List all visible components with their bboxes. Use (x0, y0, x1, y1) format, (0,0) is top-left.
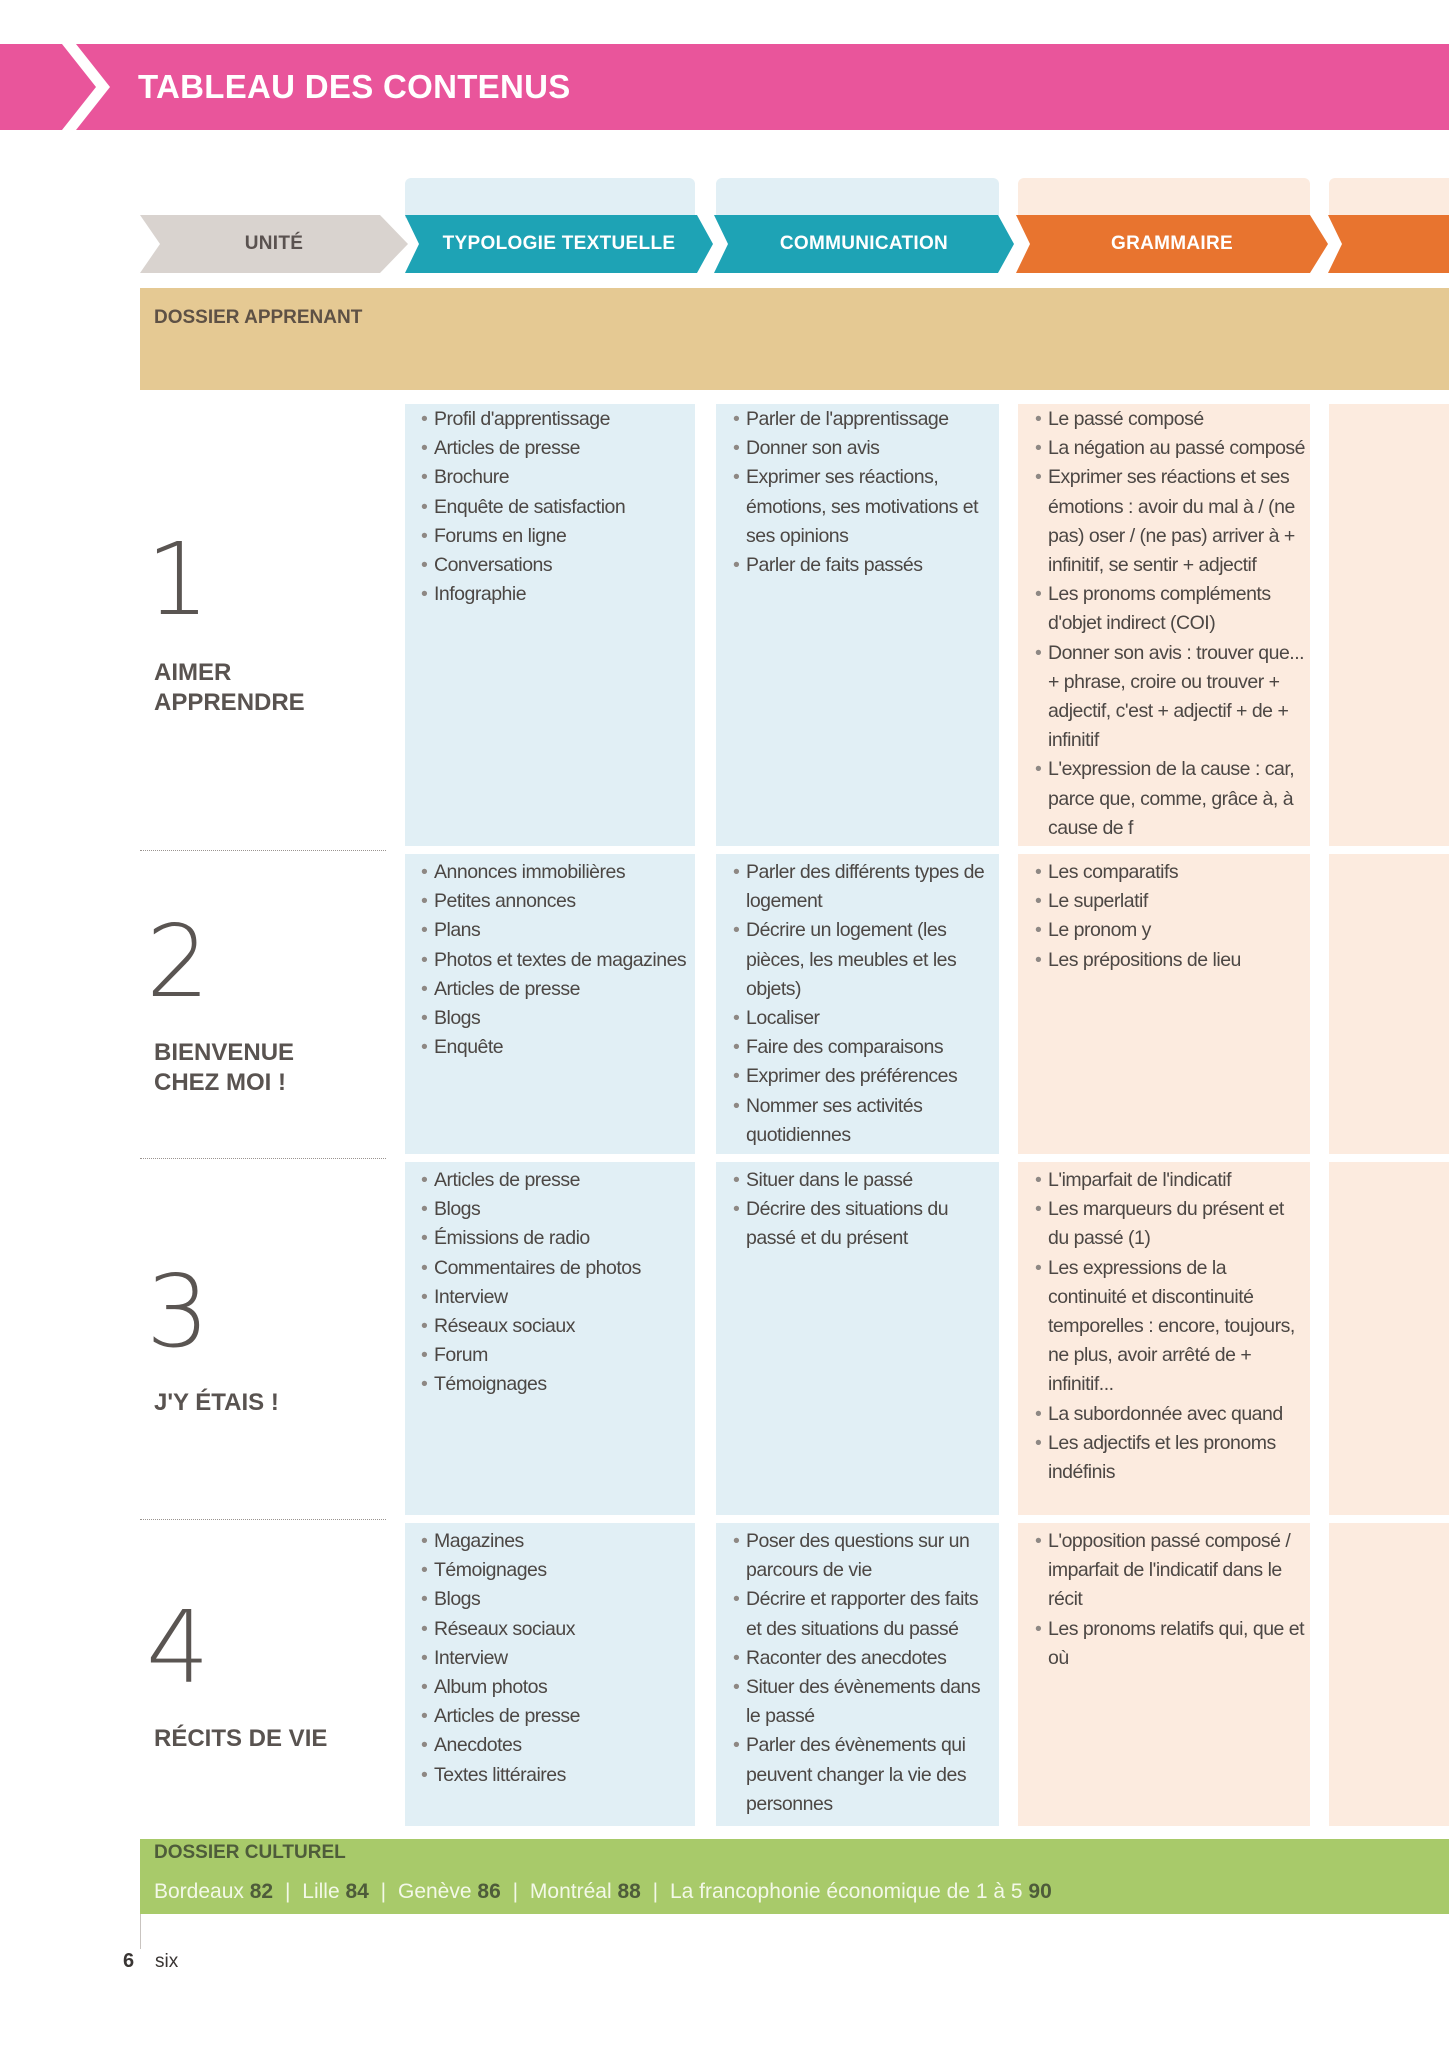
list-item: • Articles de presse (421, 434, 693, 463)
list-item: • Les adjectifs et les pronoms indéfinis (1035, 1429, 1307, 1487)
list-item: • Photos et textes de magazines (421, 946, 693, 975)
unit-4-number: 4 (146, 1589, 210, 1706)
list-item: • Exprimer des préférences (733, 1062, 995, 1091)
unit-4-grammaire (1035, 1527, 1307, 1673)
header-next-column (1328, 215, 1449, 273)
dossier-apprenant-label: DOSSIER APPRENANT (154, 307, 363, 328)
page-title: TABLEAU DES CONTENUS (138, 68, 571, 105)
list-item: • Conversations (421, 551, 693, 580)
header-typologie-label: TYPOLOGIE TEXTUELLE (442, 233, 676, 254)
list-item: • Nommer ses activités quotidiennes (733, 1092, 995, 1150)
list-item: • Situer dans le passé (733, 1166, 995, 1195)
list-item: • Le passé composé (1035, 405, 1307, 434)
unit-2-grammaire (1035, 858, 1307, 975)
unit-2-communication (733, 858, 995, 1150)
list-item: • Émissions de radio (421, 1224, 693, 1253)
culturel-separator: | (652, 1880, 659, 1903)
dossier-culturel-list (154, 1880, 1052, 1904)
list-item: • L'imparfait de l'indicatif (1035, 1166, 1307, 1195)
list-item: • Petites annonces (421, 887, 693, 916)
unit-3-number: 3 (146, 1253, 210, 1370)
list-item: • Les pronoms compléments d'objet indirect (COI) (1035, 580, 1307, 638)
culturel-item-name: Montréal (529, 1880, 612, 1903)
list-item: • Situer des évènements dans le passé (733, 1673, 995, 1731)
header-typologie (405, 215, 713, 273)
list-item: • Décrire des situations du passé et du présent (733, 1195, 995, 1253)
header-grammaire (1016, 215, 1328, 273)
grammaire-column-top (1018, 178, 1310, 218)
unit-2-number: 2 (146, 903, 210, 1020)
list-item: • Poser des questions sur un parcours de vie (733, 1527, 995, 1585)
dossier-apprenant-band (140, 288, 1449, 390)
culturel-item-name: Lille (302, 1880, 340, 1903)
list-item: • Brochure (421, 463, 693, 492)
unit-separator (140, 1519, 386, 1520)
list-item: • L'opposition passé composé / imparfait de l'indicatif dans le récit (1035, 1527, 1307, 1615)
list-item: • Parler des évènements qui peuvent changer la vie des personnes (733, 1731, 995, 1819)
list-item: • Blogs (421, 1585, 693, 1614)
unit-2-title-line1: BIENVENUE (154, 1039, 295, 1066)
list-item: • Parler de faits passés (733, 551, 995, 580)
list-item: • Interview (421, 1644, 693, 1673)
culturel-item-page: 84 (345, 1880, 369, 1903)
next-column-top (1329, 178, 1449, 218)
unit-4-communication (733, 1527, 995, 1819)
unit-4-title (154, 1724, 327, 1754)
next-column (1329, 404, 1449, 1826)
list-item: • Textes littéraires (421, 1761, 693, 1790)
list-item: • Articles de presse (421, 975, 693, 1004)
list-item: • Articles de presse (421, 1702, 693, 1731)
culturel-item-name: Bordeaux (154, 1880, 244, 1903)
row-gap-1 (395, 846, 1449, 854)
list-item: • Décrire un logement (les pièces, les meubles et les objets) (733, 916, 995, 1004)
header-communication (714, 215, 1014, 273)
list-item: • Profil d'apprentissage (421, 405, 693, 434)
unit-2-typologie (421, 858, 693, 1062)
list-item: • Articles de presse (421, 1166, 693, 1195)
unit-2-title (154, 1038, 294, 1098)
list-item: • Forum (421, 1341, 693, 1370)
unit-1-grammaire (1035, 405, 1307, 843)
list-item: • Enquête de satisfaction (421, 493, 693, 522)
unit-3-communication (733, 1166, 995, 1254)
list-item: • Enquête (421, 1033, 693, 1062)
culturel-item-page: 90 (1028, 1880, 1052, 1903)
culturel-item-page: 82 (249, 1880, 274, 1903)
culturel-separator: | (512, 1880, 519, 1903)
culturel-item-name: La francophonie économique de 1 à 5 (669, 1880, 1023, 1903)
unit-3-typologie (421, 1166, 693, 1400)
list-item: • Réseaux sociaux (421, 1312, 693, 1341)
list-item: • Annonces immobilières (421, 858, 693, 887)
list-item: • Témoignages (421, 1370, 693, 1399)
list-item: • Commentaires de photos (421, 1254, 693, 1283)
margin-rule (140, 1914, 141, 1949)
list-item: • Réseaux sociaux (421, 1615, 693, 1644)
unit-1-typologie (421, 405, 693, 609)
row-gap-3 (395, 1515, 1449, 1523)
list-item: • La subordonnée avec quand (1035, 1400, 1307, 1429)
header-unite (140, 215, 408, 273)
dossier-culturel-label: DOSSIER CULTUREL (154, 1842, 346, 1863)
unit-2-title-line2: CHEZ MOI ! (154, 1069, 286, 1096)
list-item: • Le pronom y (1035, 916, 1307, 945)
list-item: • Interview (421, 1283, 693, 1312)
header-unite-label: UNITÉ (244, 233, 304, 254)
list-item: • Le superlatif (1035, 887, 1307, 916)
unit-1-title-line1: AIMER (154, 659, 232, 686)
unit-1-title-line2: APPRENDRE (154, 689, 305, 716)
banner-chevron (0, 44, 160, 130)
unit-1-title (154, 658, 305, 718)
list-item: • La négation au passé composé (1035, 434, 1307, 463)
unit-3-title-line1: J'Y ÉTAIS ! (154, 1389, 279, 1416)
list-item: • Plans (421, 916, 693, 945)
list-item: • Infographie (421, 580, 693, 609)
list-item: • Les pronoms relatifs qui, que et où (1035, 1615, 1307, 1673)
list-item: • Donner son avis (733, 434, 995, 463)
communication-column-top (716, 178, 999, 218)
unit-separator (140, 1158, 386, 1159)
typologie-column-top (405, 178, 695, 218)
list-item: • Les prépositions de lieu (1035, 946, 1307, 975)
list-item: • Exprimer ses réactions, émotions, ses motivations et ses opinions (733, 463, 995, 551)
unit-4-typologie (421, 1527, 693, 1790)
list-item: • Décrire et rapporter des faits et des situations du passé (733, 1585, 995, 1643)
list-item: • Faire des comparaisons (733, 1033, 995, 1062)
culturel-item-page: 88 (617, 1880, 641, 1903)
unit-4-title-line1: RÉCITS DE VIE (154, 1725, 328, 1752)
header-next-arrow (1328, 215, 1449, 273)
list-item: • Magazines (421, 1527, 693, 1556)
unit-3-grammaire (1035, 1166, 1307, 1487)
page-number-word: six (155, 1951, 179, 1972)
culturel-separator: | (380, 1880, 387, 1903)
list-item: • Exprimer ses réactions et ses émotions : avoir du mal à / (ne pas) oser / (ne pas) arriver à + infinitif, se sentir + adjectif (1035, 463, 1307, 580)
unit-separator (140, 850, 386, 851)
list-item: • Parler des différents types de logement (733, 858, 995, 916)
list-item: • Localiser (733, 1004, 995, 1033)
culturel-separator: | (284, 1880, 291, 1903)
list-item: • L'expression de la cause : car, parce que, comme, grâce à, à cause de f (1035, 755, 1307, 843)
list-item: • Blogs (421, 1195, 693, 1224)
list-item: • Forums en ligne (421, 522, 693, 551)
header-communication-label: COMMUNICATION (779, 233, 949, 254)
page-number: 6 (123, 1950, 135, 1972)
list-item: • Anecdotes (421, 1731, 693, 1760)
culturel-item-page: 86 (477, 1880, 501, 1903)
list-item: • Parler de l'apprentissage (733, 405, 995, 434)
list-item: • Les marqueurs du présent et du passé (1) (1035, 1195, 1307, 1253)
list-item: • Les comparatifs (1035, 858, 1307, 887)
header-grammaire-label: GRAMMAIRE (1111, 233, 1233, 254)
list-item: • Blogs (421, 1004, 693, 1033)
list-item: • Les expressions de la continuité et discontinuité temporelles : encore, toujours, ne plus, avoir arrêté de + infinitif... (1035, 1254, 1307, 1400)
unit-1-number: 1 (146, 521, 210, 638)
unit-1-communication (733, 405, 995, 580)
unit-3-title (154, 1388, 279, 1418)
list-item: • Album photos (421, 1673, 693, 1702)
list-item: • Raconter des anecdotes (733, 1644, 995, 1673)
list-item: • Témoignages (421, 1556, 693, 1585)
list-item: • Donner son avis : trouver que... + phrase, croire ou trouver + adjectif, c'est + adjectif + de + infinitif (1035, 639, 1307, 756)
culturel-item-name: Genève (397, 1880, 472, 1903)
row-gap-2 (395, 1154, 1449, 1162)
